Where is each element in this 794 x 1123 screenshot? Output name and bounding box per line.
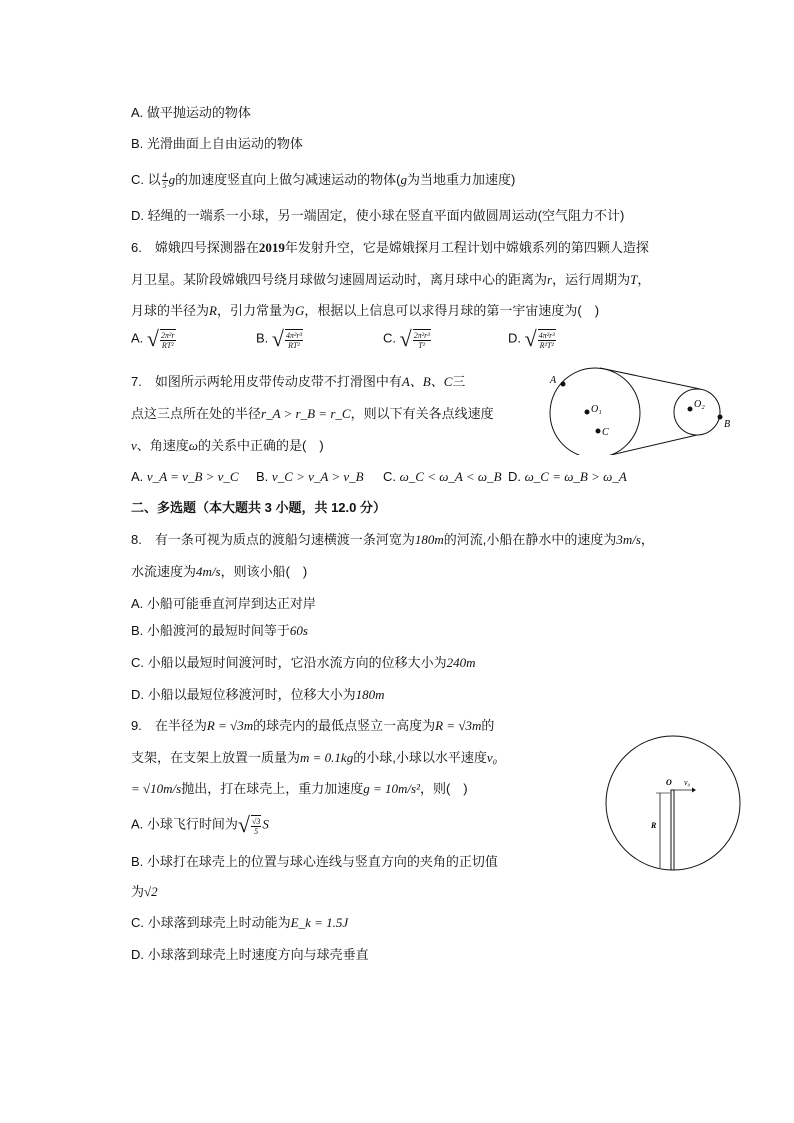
label-v0: v₀	[684, 778, 691, 787]
q6-option-c: C. √ $\frac{\text{2π²r³}}{\text{T²}}$	[383, 326, 430, 351]
q6-option-b: B. √ $\frac{\text{4π²r³}}{\text{RT²}}$	[256, 326, 302, 351]
q8-stem-line2: 水流速度为4m/s，则该小船( )	[131, 564, 308, 579]
q6-option-d: D. √ $\frac{\text{4π²r³}}{\text{R²T²}}$	[508, 326, 555, 351]
q7-option-b: B. v_C > v_A > v_B	[256, 469, 364, 484]
q6-option-a: A. √ $\frac{\text{2π²r}}{\text{RT²}}$	[131, 326, 175, 351]
belt-pulley-figure	[540, 365, 750, 455]
q9-stem-line1: 9. 在半径为R = √3m的球壳内的最低点竖立一高度为R = √3m的	[131, 718, 495, 733]
q5-option-d: D. 轻绳的一端系一小球，另一端固定，使小球在竖直平面内做圆周运动(空气阻力不计)	[131, 208, 625, 223]
q9-option-d: D. 小球落到球壳上时速度方向与球壳垂直	[131, 947, 369, 962]
q5-option-b: B. 光滑曲面上自由运动的物体	[131, 136, 303, 151]
label-o2: O₂	[694, 399, 705, 410]
label-c: C	[602, 427, 609, 438]
label-b: B	[724, 419, 731, 430]
q8-option-a: A. 小船可能垂直河岸到达正对岸	[131, 596, 316, 611]
q7-option-d: D. ω_C = ω_B > ω_A	[508, 469, 627, 484]
q6-stem-line3: 月球的半径为R，引力常量为G，根据以上信息可以求得月球的第一宇宙速度为( )	[131, 303, 600, 318]
q5-option-c: C. 以 $\frac{4}{5}$ g的加速度竖直向上做匀减速运动的物体(g为当地重力加速度)	[131, 171, 516, 191]
q8-option-c: C. 小船以最短时间渡河时，它沿水流方向的位移大小为240m	[131, 655, 476, 670]
q7-stem-line2: 点这三点所在处的半径r_A > r_B = r_C，则以下有关各点线速度	[131, 406, 494, 421]
section-heading: 二、多选题（本大题共 3 小题，共 12.0 分）	[131, 500, 386, 515]
q7-stem-line3: v、角速度ω的关系中正确的是( )	[131, 438, 324, 453]
q9-stem-line2: 支架，在支架上放置一质量为m = 0.1kg的小球,小球以水平速度v₀	[131, 750, 498, 765]
q5-option-a: A. 做平抛运动的物体	[131, 105, 251, 120]
q7-option-a: A. v_A = v_B > v_C	[131, 469, 239, 484]
q6-stem-line2: 月卫星。某阶段嫦娥四号绕月球做匀速圆周运动时，离月球中心的距离为r，运行周期为T，	[131, 272, 651, 287]
label-a: A	[550, 375, 557, 386]
spherical-shell-figure	[600, 728, 750, 878]
q9-option-a: A. 小球飞行时间为 √ $\frac{√3}{5}$ S	[131, 812, 269, 837]
label-r: R	[651, 821, 657, 830]
label-o: O	[666, 778, 672, 787]
q9-option-b-line2: 为√2	[131, 884, 158, 899]
q9-option-c: C. 小球落到球壳上时动能为E_k = 1.5J	[131, 915, 349, 930]
q9-option-b-line1: B. 小球打在球壳上的位置与球心连线与竖直方向的夹角的正切值	[131, 854, 498, 869]
q8-option-b: B. 小船渡河的最短时间等于60s	[131, 623, 308, 638]
q7-option-c: C. ω_C < ω_A < ω_B	[383, 469, 502, 484]
q8-option-d: D. 小船以最短位移渡河时，位移大小为180m	[131, 687, 385, 702]
q7-stem-line1: 7. 如图所示两轮用皮带传动皮带不打滑图中有A、B、C三	[131, 374, 466, 389]
q9-stem-line3: = √10m/s抛出，打在球壳上，重力加速度g = 10m/s²，则( )	[131, 781, 468, 796]
q6-stem-line1: 6. 嫦娥四号探测器在2019年发射升空，它是嫦娥探月工程计划中嫦娥系列的第四颗人造探	[131, 240, 649, 255]
q8-stem-line1: 8. 有一条可视为质点的渡船匀速横渡一条河宽为180m的河流,小船在静水中的速度为3m/s，	[131, 532, 654, 547]
label-o1: O₁	[591, 404, 602, 415]
